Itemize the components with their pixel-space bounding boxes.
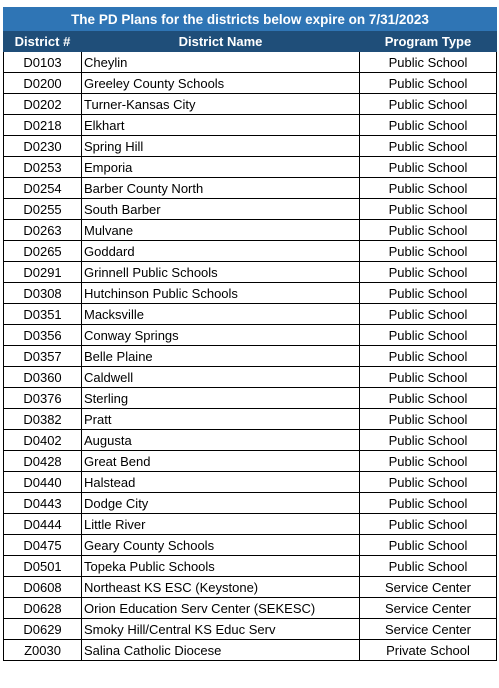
program-type-cell: Public School xyxy=(360,388,497,409)
program-type-cell: Public School xyxy=(360,409,497,430)
program-type-cell: Service Center xyxy=(360,598,497,619)
table-row xyxy=(4,346,497,367)
district-name-cell: Smoky Hill/Central KS Educ Serv xyxy=(82,619,360,640)
program-type-cell: Service Center xyxy=(360,619,497,640)
district-name-cell: Emporia xyxy=(82,157,360,178)
program-type-cell: Public School xyxy=(360,556,497,577)
program-type-cell: Public School xyxy=(360,367,497,388)
table-row xyxy=(4,472,497,493)
program-type-cell: Public School xyxy=(360,283,497,304)
table-row xyxy=(4,493,497,514)
table-row xyxy=(4,388,497,409)
district-number-cell: D0376 xyxy=(4,388,82,409)
district-name-cell: South Barber xyxy=(82,199,360,220)
header-program-type: Program Type xyxy=(360,31,497,52)
district-number-cell: D0230 xyxy=(4,136,82,157)
district-name-cell: Augusta xyxy=(82,430,360,451)
district-name-cell: Conway Springs xyxy=(82,325,360,346)
district-number-cell: D0382 xyxy=(4,409,82,430)
table-row xyxy=(4,52,497,73)
program-type-cell: Public School xyxy=(360,94,497,115)
district-name-cell: Goddard xyxy=(82,241,360,262)
table-row xyxy=(4,136,497,157)
district-number-cell: D0351 xyxy=(4,304,82,325)
district-name-cell: Belle Plaine xyxy=(82,346,360,367)
table-row xyxy=(4,409,497,430)
district-number-cell: D0263 xyxy=(4,220,82,241)
district-number-cell: D0255 xyxy=(4,199,82,220)
table-row xyxy=(4,598,497,619)
table-body xyxy=(4,52,497,661)
district-number-cell: D0200 xyxy=(4,73,82,94)
table-row xyxy=(4,220,497,241)
program-type-cell: Public School xyxy=(360,451,497,472)
program-type-cell: Public School xyxy=(360,115,497,136)
table-row xyxy=(4,556,497,577)
title-row xyxy=(4,8,497,31)
district-name-cell: Geary County Schools xyxy=(82,535,360,556)
program-type-cell: Service Center xyxy=(360,577,497,598)
district-number-cell: D0501 xyxy=(4,556,82,577)
program-type-cell: Public School xyxy=(360,73,497,94)
header-district-number: District # xyxy=(4,31,82,52)
district-number-cell: D0356 xyxy=(4,325,82,346)
district-name-cell: Sterling xyxy=(82,388,360,409)
district-number-cell: D0444 xyxy=(4,514,82,535)
program-type-cell: Public School xyxy=(360,430,497,451)
district-number-cell: D0443 xyxy=(4,493,82,514)
district-name-cell: Halstead xyxy=(82,472,360,493)
district-name-cell: Elkhart xyxy=(82,115,360,136)
program-type-cell: Public School xyxy=(360,325,497,346)
program-type-cell: Public School xyxy=(360,199,497,220)
table-row xyxy=(4,535,497,556)
program-type-cell: Public School xyxy=(360,178,497,199)
program-type-cell: Public School xyxy=(360,52,497,73)
district-name-cell: Great Bend xyxy=(82,451,360,472)
table-row xyxy=(4,94,497,115)
table-row xyxy=(4,640,497,661)
district-number-cell: D0265 xyxy=(4,241,82,262)
table-row xyxy=(4,262,497,283)
district-name-cell: Northeast KS ESC (Keystone) xyxy=(82,577,360,598)
district-number-cell: D0253 xyxy=(4,157,82,178)
table-row xyxy=(4,178,497,199)
district-number-cell: D0218 xyxy=(4,115,82,136)
program-type-cell: Public School xyxy=(360,220,497,241)
district-number-cell: D0628 xyxy=(4,598,82,619)
district-name-cell: Barber County North xyxy=(82,178,360,199)
district-name-cell: Turner-Kansas City xyxy=(82,94,360,115)
table-row xyxy=(4,325,497,346)
program-type-cell: Public School xyxy=(360,136,497,157)
district-number-cell: D0608 xyxy=(4,577,82,598)
district-name-cell: Caldwell xyxy=(82,367,360,388)
district-name-cell: Cheylin xyxy=(82,52,360,73)
district-number-cell: D0103 xyxy=(4,52,82,73)
table-row xyxy=(4,304,497,325)
header-row xyxy=(4,31,497,52)
spreadsheet xyxy=(3,7,496,661)
district-name-cell: Pratt xyxy=(82,409,360,430)
program-type-cell: Public School xyxy=(360,262,497,283)
district-number-cell: D0428 xyxy=(4,451,82,472)
table-row xyxy=(4,619,497,640)
district-number-cell: Z0030 xyxy=(4,640,82,661)
district-name-cell: Topeka Public Schools xyxy=(82,556,360,577)
district-name-cell: Orion Education Serv Center (SEKESC) xyxy=(82,598,360,619)
district-number-cell: D0202 xyxy=(4,94,82,115)
program-type-cell: Public School xyxy=(360,157,497,178)
table-row xyxy=(4,157,497,178)
program-type-cell: Public School xyxy=(360,241,497,262)
district-name-cell: Dodge City xyxy=(82,493,360,514)
district-number-cell: D0402 xyxy=(4,430,82,451)
table-row xyxy=(4,577,497,598)
district-number-cell: D0357 xyxy=(4,346,82,367)
district-number-cell: D0475 xyxy=(4,535,82,556)
table-title: The PD Plans for the districts below expire on 7/31/2023 xyxy=(4,8,497,31)
district-table xyxy=(3,7,497,661)
district-name-cell: Hutchinson Public Schools xyxy=(82,283,360,304)
table-row xyxy=(4,115,497,136)
table-row xyxy=(4,430,497,451)
table-row xyxy=(4,241,497,262)
district-name-cell: Little River xyxy=(82,514,360,535)
district-name-cell: Mulvane xyxy=(82,220,360,241)
district-number-cell: D0440 xyxy=(4,472,82,493)
table-row xyxy=(4,73,497,94)
district-name-cell: Grinnell Public Schools xyxy=(82,262,360,283)
district-number-cell: D0254 xyxy=(4,178,82,199)
program-type-cell: Public School xyxy=(360,346,497,367)
district-number-cell: D0308 xyxy=(4,283,82,304)
header-district-name: District Name xyxy=(82,31,360,52)
program-type-cell: Private School xyxy=(360,640,497,661)
district-name-cell: Greeley County Schools xyxy=(82,73,360,94)
table-row xyxy=(4,451,497,472)
table-row xyxy=(4,199,497,220)
table-row xyxy=(4,514,497,535)
district-number-cell: D0291 xyxy=(4,262,82,283)
program-type-cell: Public School xyxy=(360,535,497,556)
program-type-cell: Public School xyxy=(360,472,497,493)
program-type-cell: Public School xyxy=(360,514,497,535)
district-name-cell: Spring Hill xyxy=(82,136,360,157)
program-type-cell: Public School xyxy=(360,493,497,514)
program-type-cell: Public School xyxy=(360,304,497,325)
district-number-cell: D0629 xyxy=(4,619,82,640)
table-row xyxy=(4,367,497,388)
district-name-cell: Macksville xyxy=(82,304,360,325)
district-number-cell: D0360 xyxy=(4,367,82,388)
district-name-cell: Salina Catholic Diocese xyxy=(82,640,360,661)
table-row xyxy=(4,283,497,304)
